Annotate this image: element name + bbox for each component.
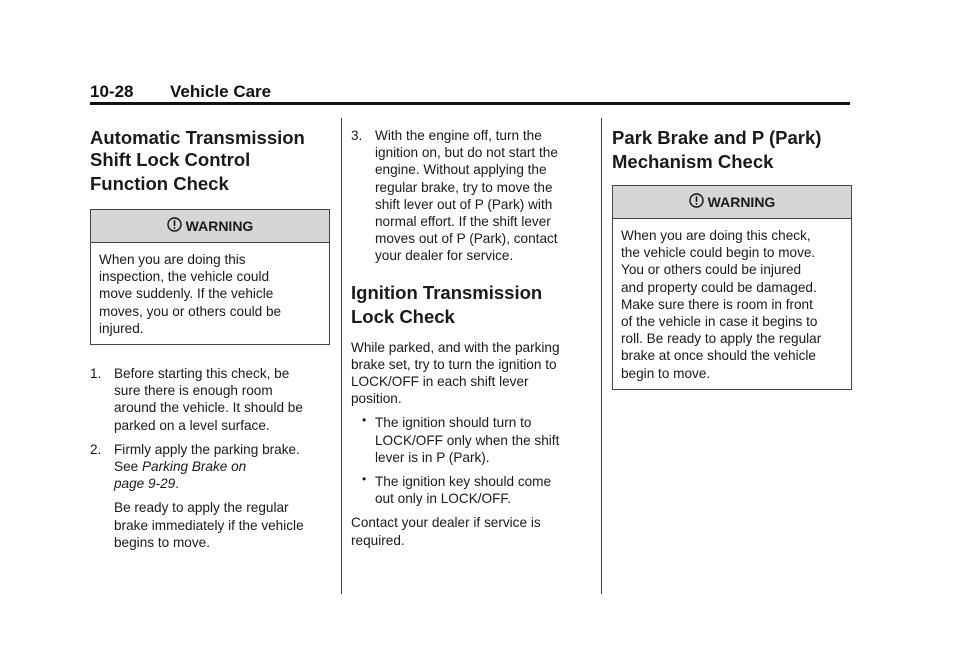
column-3	[612, 127, 852, 390]
intro-paragraph: While parked, and with the parking brake set, try to turn the ignition to LOCK/OFF in each shift lever position.	[351, 339, 560, 407]
warning-text: When you are doing this inspection, the vehicle could move suddenly. If the vehicle moves, you or others could be injured.	[99, 252, 282, 336]
column-2	[351, 127, 591, 549]
cross-reference-link-page[interactable]: page 9-29	[114, 476, 176, 492]
section-heading: Ignition Transmission Lock Check	[351, 281, 543, 327]
warning-title: WARNING	[707, 194, 776, 210]
page-header	[90, 82, 271, 102]
bullet-item: • The ignition key should come out only in LOCK/OFF.	[362, 472, 552, 507]
section-heading: Automatic Transmission Shift Lock Control Function Check	[90, 127, 305, 194]
column-divider	[601, 118, 602, 594]
header-rule	[90, 102, 850, 105]
warning-box	[612, 185, 852, 390]
cross-reference-link[interactable]: Parking Brake on	[141, 459, 247, 475]
bullet-dot-icon: •	[362, 472, 367, 487]
section-title: Vehicle Care	[170, 82, 272, 101]
section-heading: Park Brake and P (Park) Mechanism Check	[612, 127, 822, 172]
step-2: 2. Firmly apply the parking brake. See Parking Brake on page 9-29. Be ready to apply the regular brake immediately if the vehicle begins to move.	[90, 441, 304, 550]
step-1: 1. Before starting this check, be sure there is enough room around the vehicle. It should be parked on a level surface.	[90, 366, 303, 433]
warning-header	[613, 186, 851, 219]
warning-box	[90, 209, 330, 345]
warning-title: WARNING	[185, 218, 254, 234]
outro-paragraph: Contact your dealer if service is required.	[351, 515, 541, 548]
warning-exclamation-icon	[689, 193, 704, 212]
warning-text: When you are doing this check, the vehicle could begin to move. You or others could be injured and property could be damaged. Make sure there is room in front of the vehicle in case it begins to roll. Be ready to apply the regular brake at once should the vehicle begin to move.	[621, 228, 822, 381]
column-1	[90, 127, 330, 551]
column-divider	[341, 118, 342, 594]
bullet-item: • The ignition should turn to LOCK/OFF only when the shift lever is in P (Park).	[362, 413, 560, 465]
warning-exclamation-icon	[167, 217, 182, 236]
warning-header	[91, 210, 329, 243]
page-number: 10-28	[90, 82, 134, 101]
step-3: 3. With the engine off, turn the ignition on, but do not start the engine. Without applying the regular brake, try to move the shift lever out of P (Park) with normal effort. If the shift lever moves out of P (Park), contact your dealer for service.	[351, 128, 558, 264]
bullet-dot-icon: •	[362, 413, 367, 428]
